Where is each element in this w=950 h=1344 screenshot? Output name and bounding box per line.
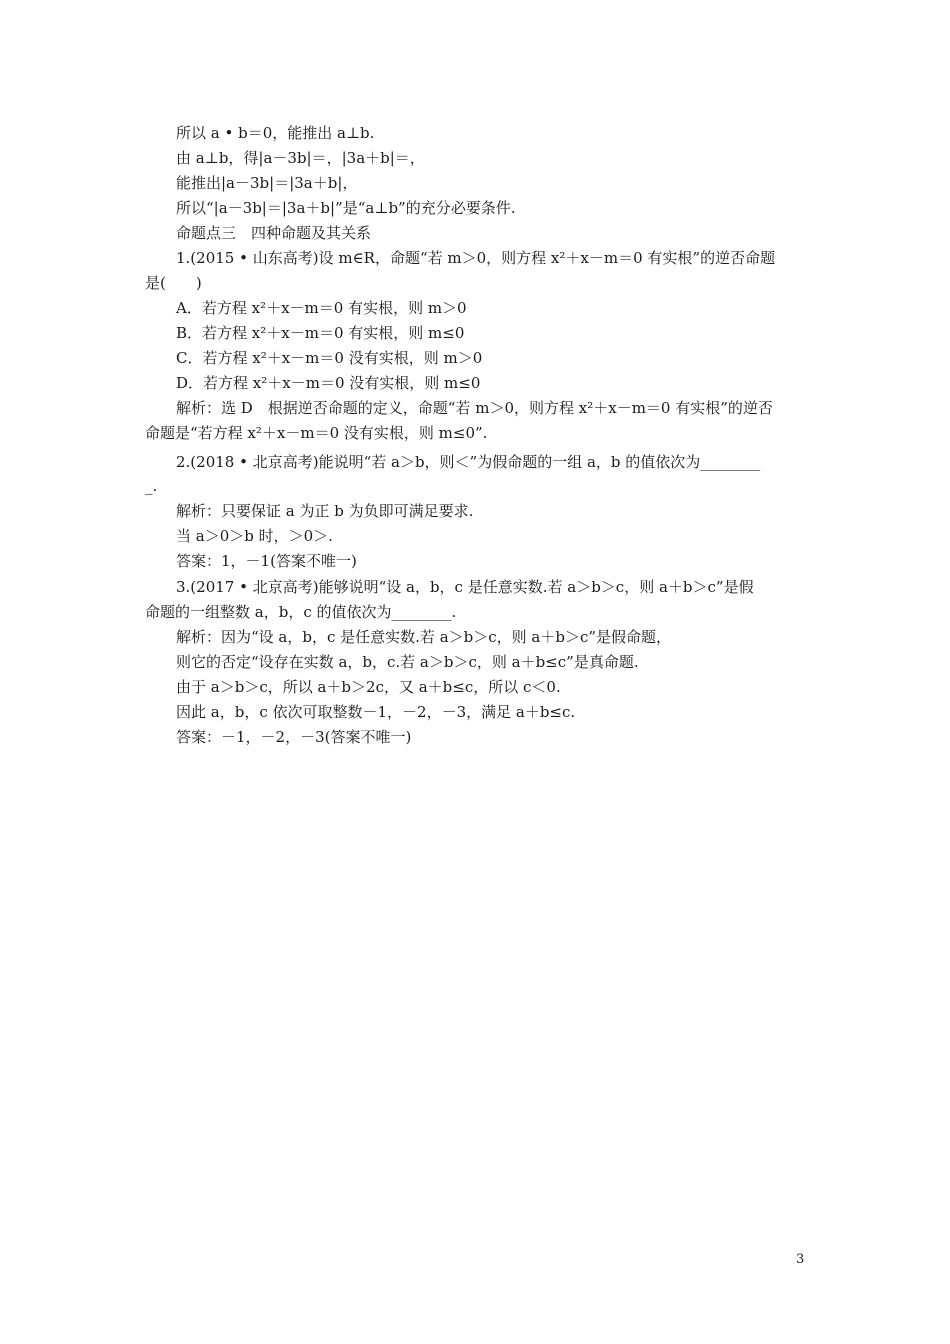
text-line: 命题是“若方程 x²＋x－m＝0 没有实根，则 m≤0”. <box>145 424 488 442</box>
option-a: A．若方程 x²＋x－m＝0 有实根，则 m＞0 <box>176 299 467 317</box>
solution-line: 解析：因为“设 a，b，c 是任意实数.若 a＞b＞c，则 a＋b＞c”是假命题， <box>176 628 672 646</box>
answer-line: 答案：－1，－2，－3(答案不唯一) <box>176 728 412 746</box>
text-line: 由 a⊥b，得|a－3b|＝，|3a＋b|＝， <box>176 149 425 167</box>
option-d: D．若方程 x²＋x－m＝0 没有实根，则 m≤0 <box>176 374 481 392</box>
text-line: 所以 a • b＝0，能推出 a⊥b. <box>176 124 375 142</box>
text-line: 由于 a＞b＞c，所以 a＋b＞2c，又 a＋b≤c，所以 c＜0. <box>176 678 561 696</box>
text-line: 所以“|a－3b|＝|3a＋b|”是“a⊥b”的充分必要条件. <box>176 199 516 217</box>
text-line: 能推出|a－3b|＝|3a＋b|， <box>176 174 358 192</box>
option-b: B．若方程 x²＋x－m＝0 有实根，则 m≤0 <box>176 324 465 342</box>
question-3: 3.(2017 • 北京高考)能够说明“设 a，b，c 是任意实数.若 a＞b＞c，则 a＋b＞c”是假 <box>176 578 754 596</box>
option-c: C．若方程 x²＋x－m＝0 没有实根，则 m＞0 <box>176 349 483 367</box>
text-line: 命题的一组整数 a，b，c 的值依次为________. <box>145 603 457 621</box>
text-line: 因此 a，b，c 依次可取整数－1，－2，－3，满足 a＋b≤c. <box>176 703 576 721</box>
solution-line: 解析：选 D 根据逆否命题的定义，命题“若 m＞0，则方程 x²＋x－m＝0 有实根”的逆否 <box>176 399 773 417</box>
page-number: 3 <box>796 1252 805 1267</box>
question-1: 1.(2015 • 山东高考)设 m∈R，命题“若 m＞0，则方程 x²＋x－m＝0 有实根”的逆否命题 <box>176 249 776 267</box>
text-line: 则它的否定“设存在实数 a，b，c.若 a＞b＞c，则 a＋b≤c”是真命题. <box>176 653 639 671</box>
solution-line: 解析：只要保证 a 为正 b 为负即可满足要求. <box>176 502 474 520</box>
question-2: 2.(2018 • 北京高考)能说明“若 a＞b，则＜”为假命题的一组 a，b 的值依次为________ <box>176 453 761 471</box>
answer-line: 答案：1，－1(答案不唯一) <box>176 552 357 570</box>
text-line: _. <box>145 477 158 495</box>
text-line: 是( ) <box>145 274 202 292</box>
section-heading: 命题点三 四种命题及其关系 <box>176 224 372 242</box>
text-line: 当 a＞0＞b 时，＞0＞. <box>176 527 333 545</box>
